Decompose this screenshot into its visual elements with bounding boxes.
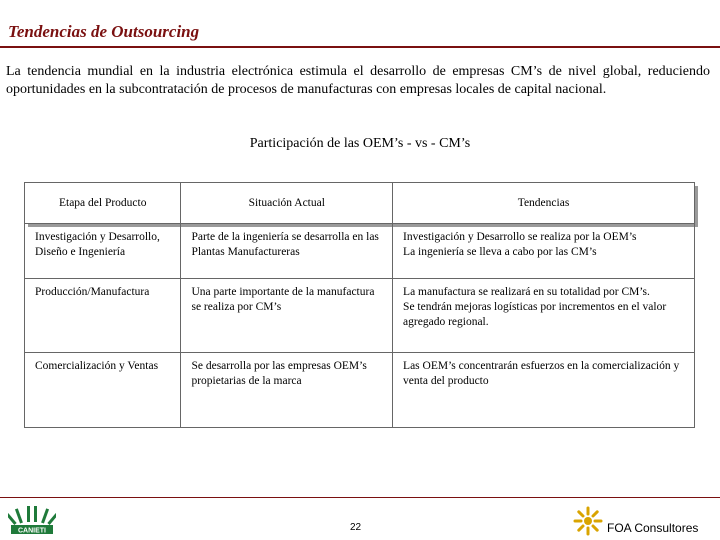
trend-line: La ingeniería se lleva a cabo por las CM’s <box>403 246 597 258</box>
header-current: Situación Actual <box>181 183 393 224</box>
trend-line: Investigación y Desarrollo se realiza por la OEM’s <box>403 231 637 243</box>
canieti-logo-icon <box>8 505 56 535</box>
header-stage: Etapa del Producto <box>25 183 181 224</box>
table-row <box>25 353 695 428</box>
cell-trends <box>393 353 695 428</box>
comparison-table <box>24 182 695 428</box>
page-number: 22 <box>350 522 362 533</box>
table-header-row <box>25 183 695 224</box>
title-divider <box>0 46 720 48</box>
cell-stage: Comercialización y Ventas <box>25 353 181 428</box>
brand-name: FOA Consultores <box>607 521 699 535</box>
header-trends: Tendencias <box>393 183 695 224</box>
canieti-logo-text: CANIETI <box>18 527 46 535</box>
trend-line: Las OEM’s concentrarán esfuerzos en la comercialización y venta del producto <box>403 360 680 387</box>
table-row <box>25 279 695 353</box>
cell-current: Se desarrolla por las empresas OEM’s propietarias de la marca <box>181 353 393 428</box>
cell-trends <box>393 224 695 279</box>
page-title: Tendencias de Outsourcing <box>8 22 200 41</box>
table-caption: Participación de las OEM’s - vs - CM’s <box>249 136 471 151</box>
cell-stage: Producción/Manufactura <box>25 279 181 353</box>
cell-current: Una parte importante de la manufactura se realiza por CM’s <box>181 279 393 353</box>
trend-line: Se tendrán mejoras logísticas por incrementos en el valor agregado regional. <box>403 301 667 328</box>
cell-stage: Investigación y Desarrollo, Diseño e Ingeniería <box>25 224 181 279</box>
sun-logo-icon <box>573 506 603 536</box>
intro-paragraph: La tendencia mundial en la industria electrónica estimula el desarrollo de empresas CM’s de nivel global, reduciendo oportunidades en la subcontratación de procesos de manufacturas con empresas locales de capital nacional. <box>6 64 710 97</box>
footer-divider <box>0 497 720 498</box>
table-row <box>25 224 695 279</box>
trend-line: La manufactura se realizará en su totalidad por CM’s. <box>403 286 650 298</box>
cell-trends <box>393 279 695 353</box>
cell-current: Parte de la ingeniería se desarrolla en las Plantas Manufactureras <box>181 224 393 279</box>
